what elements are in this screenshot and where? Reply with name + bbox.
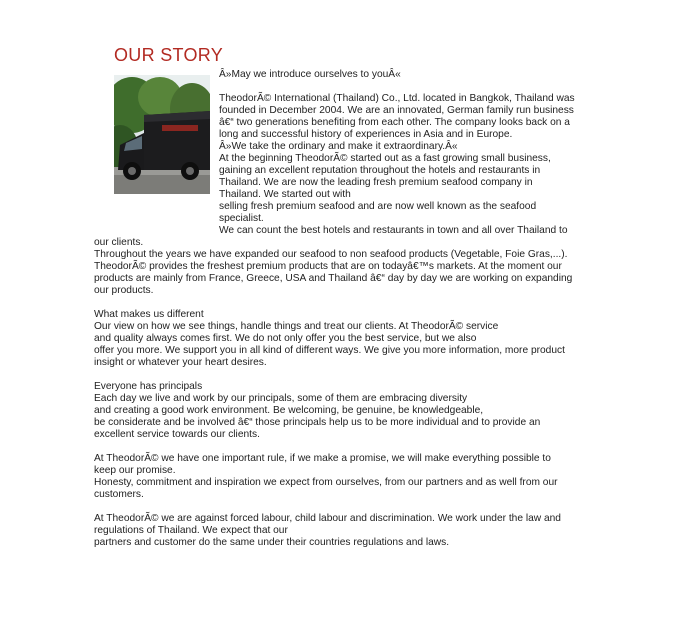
section-line: customers. <box>94 489 144 500</box>
intro-line: We can count the best hotels and restaurants in town and all over Thailand to <box>219 225 568 236</box>
section-line: Each day we live and work by our principals, some of them are embracing diversity <box>94 393 468 404</box>
section-heading: Everyone has principals <box>94 381 203 392</box>
intro-line: specialist. <box>219 213 264 224</box>
section-line: and quality always comes first. We do not only offer you the best service, but we also <box>94 333 477 344</box>
section-line: Our view on how we see things, handle things and treat our clients. At TheodorÃ© service <box>94 321 499 332</box>
intro-paragraph <box>94 69 576 297</box>
section-line: At TheodorÃ© we have one important rule, if we make a promise, we will make everything possible to <box>94 453 551 464</box>
intro-line: â€“ two generations benefiting from each other. The company looks back on a <box>219 117 570 128</box>
intro-line: our products. <box>94 285 154 296</box>
section-heading: What makes us different <box>94 309 204 320</box>
intro-line: At the beginning TheodorÃ© started out as a fast growing small business, <box>219 153 551 164</box>
intro-line: Â»May we introduce ourselves to youÂ« <box>219 69 401 80</box>
section-line: keep our promise. <box>94 465 176 476</box>
story-section <box>94 513 576 549</box>
intro-line <box>94 81 576 93</box>
intro-line: Â»We take the ordinary and make it extraordinary.Â« <box>219 141 458 152</box>
section-line: be considerate and be involved â€“ those principals help us to be more individual and to provide an <box>94 417 541 428</box>
intro-line: founded in December 2004. We are an innovated, German family run business <box>219 105 574 116</box>
intro-line: Thailand. We started out with <box>219 189 351 200</box>
story-text <box>94 69 576 549</box>
intro-line: gaining an excellent reputation throughout the hotels and restaurants in <box>219 165 541 176</box>
story-section <box>94 381 576 441</box>
story-section <box>94 309 576 369</box>
section-line: Honesty, commitment and inspiration we expect from ourselves, from our partners and as well from our <box>94 477 558 488</box>
section-line: partners and customer do the same under their countries regulations and laws. <box>94 537 450 548</box>
page-title: OUR STORY <box>114 45 224 65</box>
section-line: regulations of Thailand. We expect that our <box>94 525 288 536</box>
section-line: excellent service towards our clients. <box>94 429 260 440</box>
intro-line: selling fresh premium seafood and are now well known as the seafood <box>219 201 537 212</box>
intro-line: TheodorÃ© provides the freshest premium products that are on todayâ€™s markets. At the moment our <box>94 261 562 272</box>
intro-line: Throughout the years we have expanded our seafood to non seafood products (Vegetable, Foie Gras,...). <box>94 249 568 260</box>
section-line: At TheodorÃ© we are against forced labour, child labour and discrimination. We work under the law and <box>94 513 561 524</box>
section-line: and creating a good work environment. Be welcoming, be genuine, be knowledgeable, <box>94 405 484 416</box>
section-line: offer you more. We support you in all kind of different ways. We give you more information, more product <box>94 345 565 356</box>
story-sections <box>94 309 576 549</box>
intro-line: Thailand. We are now the leading fresh premium seafood company in <box>219 177 533 188</box>
section-line: insight or whatever your heart desires. <box>94 357 267 368</box>
intro-line: products are mainly from France, Greece, USA and Thailand â€“ day by day we are working on expanding <box>94 273 573 284</box>
intro-line: TheodorÃ© International (Thailand) Co., Ltd. located in Bangkok, Thailand was <box>219 93 575 104</box>
story-section <box>94 453 576 501</box>
intro-line: our clients. <box>94 237 144 248</box>
intro-line: long and successful history of experiences in Asia and in Europe. <box>219 129 513 140</box>
